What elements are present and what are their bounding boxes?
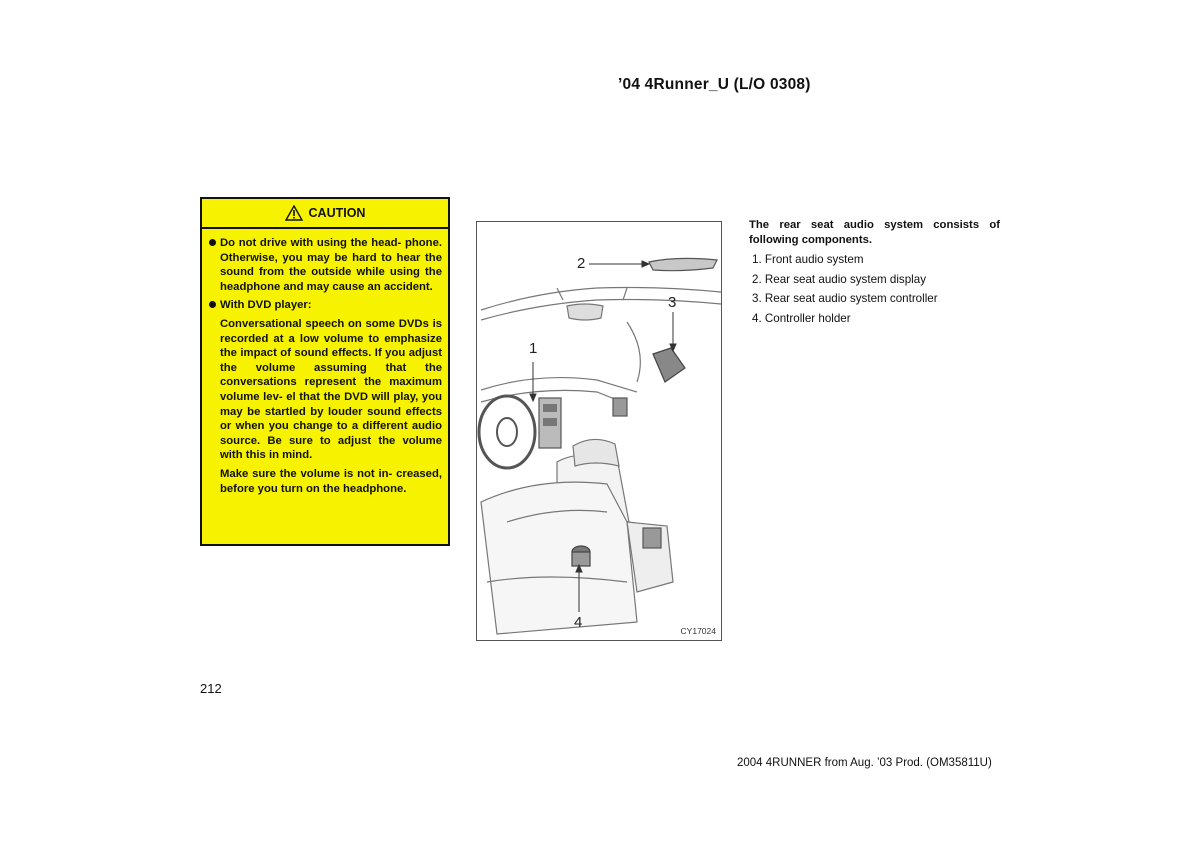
bullet-icon: [209, 239, 216, 246]
list-item: 4. Controller holder: [752, 311, 851, 325]
bullet-icon: [209, 301, 216, 308]
interior-illustration: [477, 222, 722, 641]
callout-3: 3: [668, 294, 677, 311]
component-list: [752, 250, 938, 328]
caution-paragraph-volume: Make sure the volume is not in- creased, before you turn on the headphone.: [220, 467, 442, 495]
list-item: 3. Rear seat audio system controller: [752, 292, 938, 305]
caution-bullet-headphone: Do not drive with using the head- phone. Otherwise, you may be hard to hear the sound from the outside while using the headphone and may cause an accident.: [208, 236, 442, 294]
warning-triangle-icon: [285, 205, 303, 221]
figure-code: CY17024: [680, 626, 716, 636]
callout-4: 4: [574, 614, 583, 631]
footer-text: 2004 4RUNNER from Aug. ’03 Prod. (OM35811U): [737, 757, 992, 769]
caution-bullet-dvd: With DVD player:: [208, 298, 442, 313]
list-item: 2. Rear seat audio system display: [752, 272, 926, 286]
vehicle-interior-figure: [476, 221, 722, 641]
caution-label: CAUTION: [308, 206, 366, 220]
document-header: ’04 4Runner_U (L/O 0308): [618, 76, 811, 93]
callout-1: 1: [529, 340, 538, 357]
caution-heading: [202, 199, 448, 229]
list-item: 1. Front audio system: [752, 253, 864, 266]
caution-box: [200, 197, 450, 546]
intro-text: The rear seat audio system consists of following components.: [749, 219, 1000, 246]
caution-paragraph-dvd: Conversational speech on some DVDs is recorded at a low volume to emphasize the impact of sound effects. If you adjust the volume assuming that the conversations represent the maximum volume lev- el that the DVD will play, you may be startled by louder sound effects or when you change to a different audio source. Be sure to adjust the volume with this in mind.: [220, 317, 442, 462]
page-number: 212: [200, 681, 222, 696]
callout-2: 2: [577, 255, 586, 272]
caution-body: [202, 229, 448, 496]
